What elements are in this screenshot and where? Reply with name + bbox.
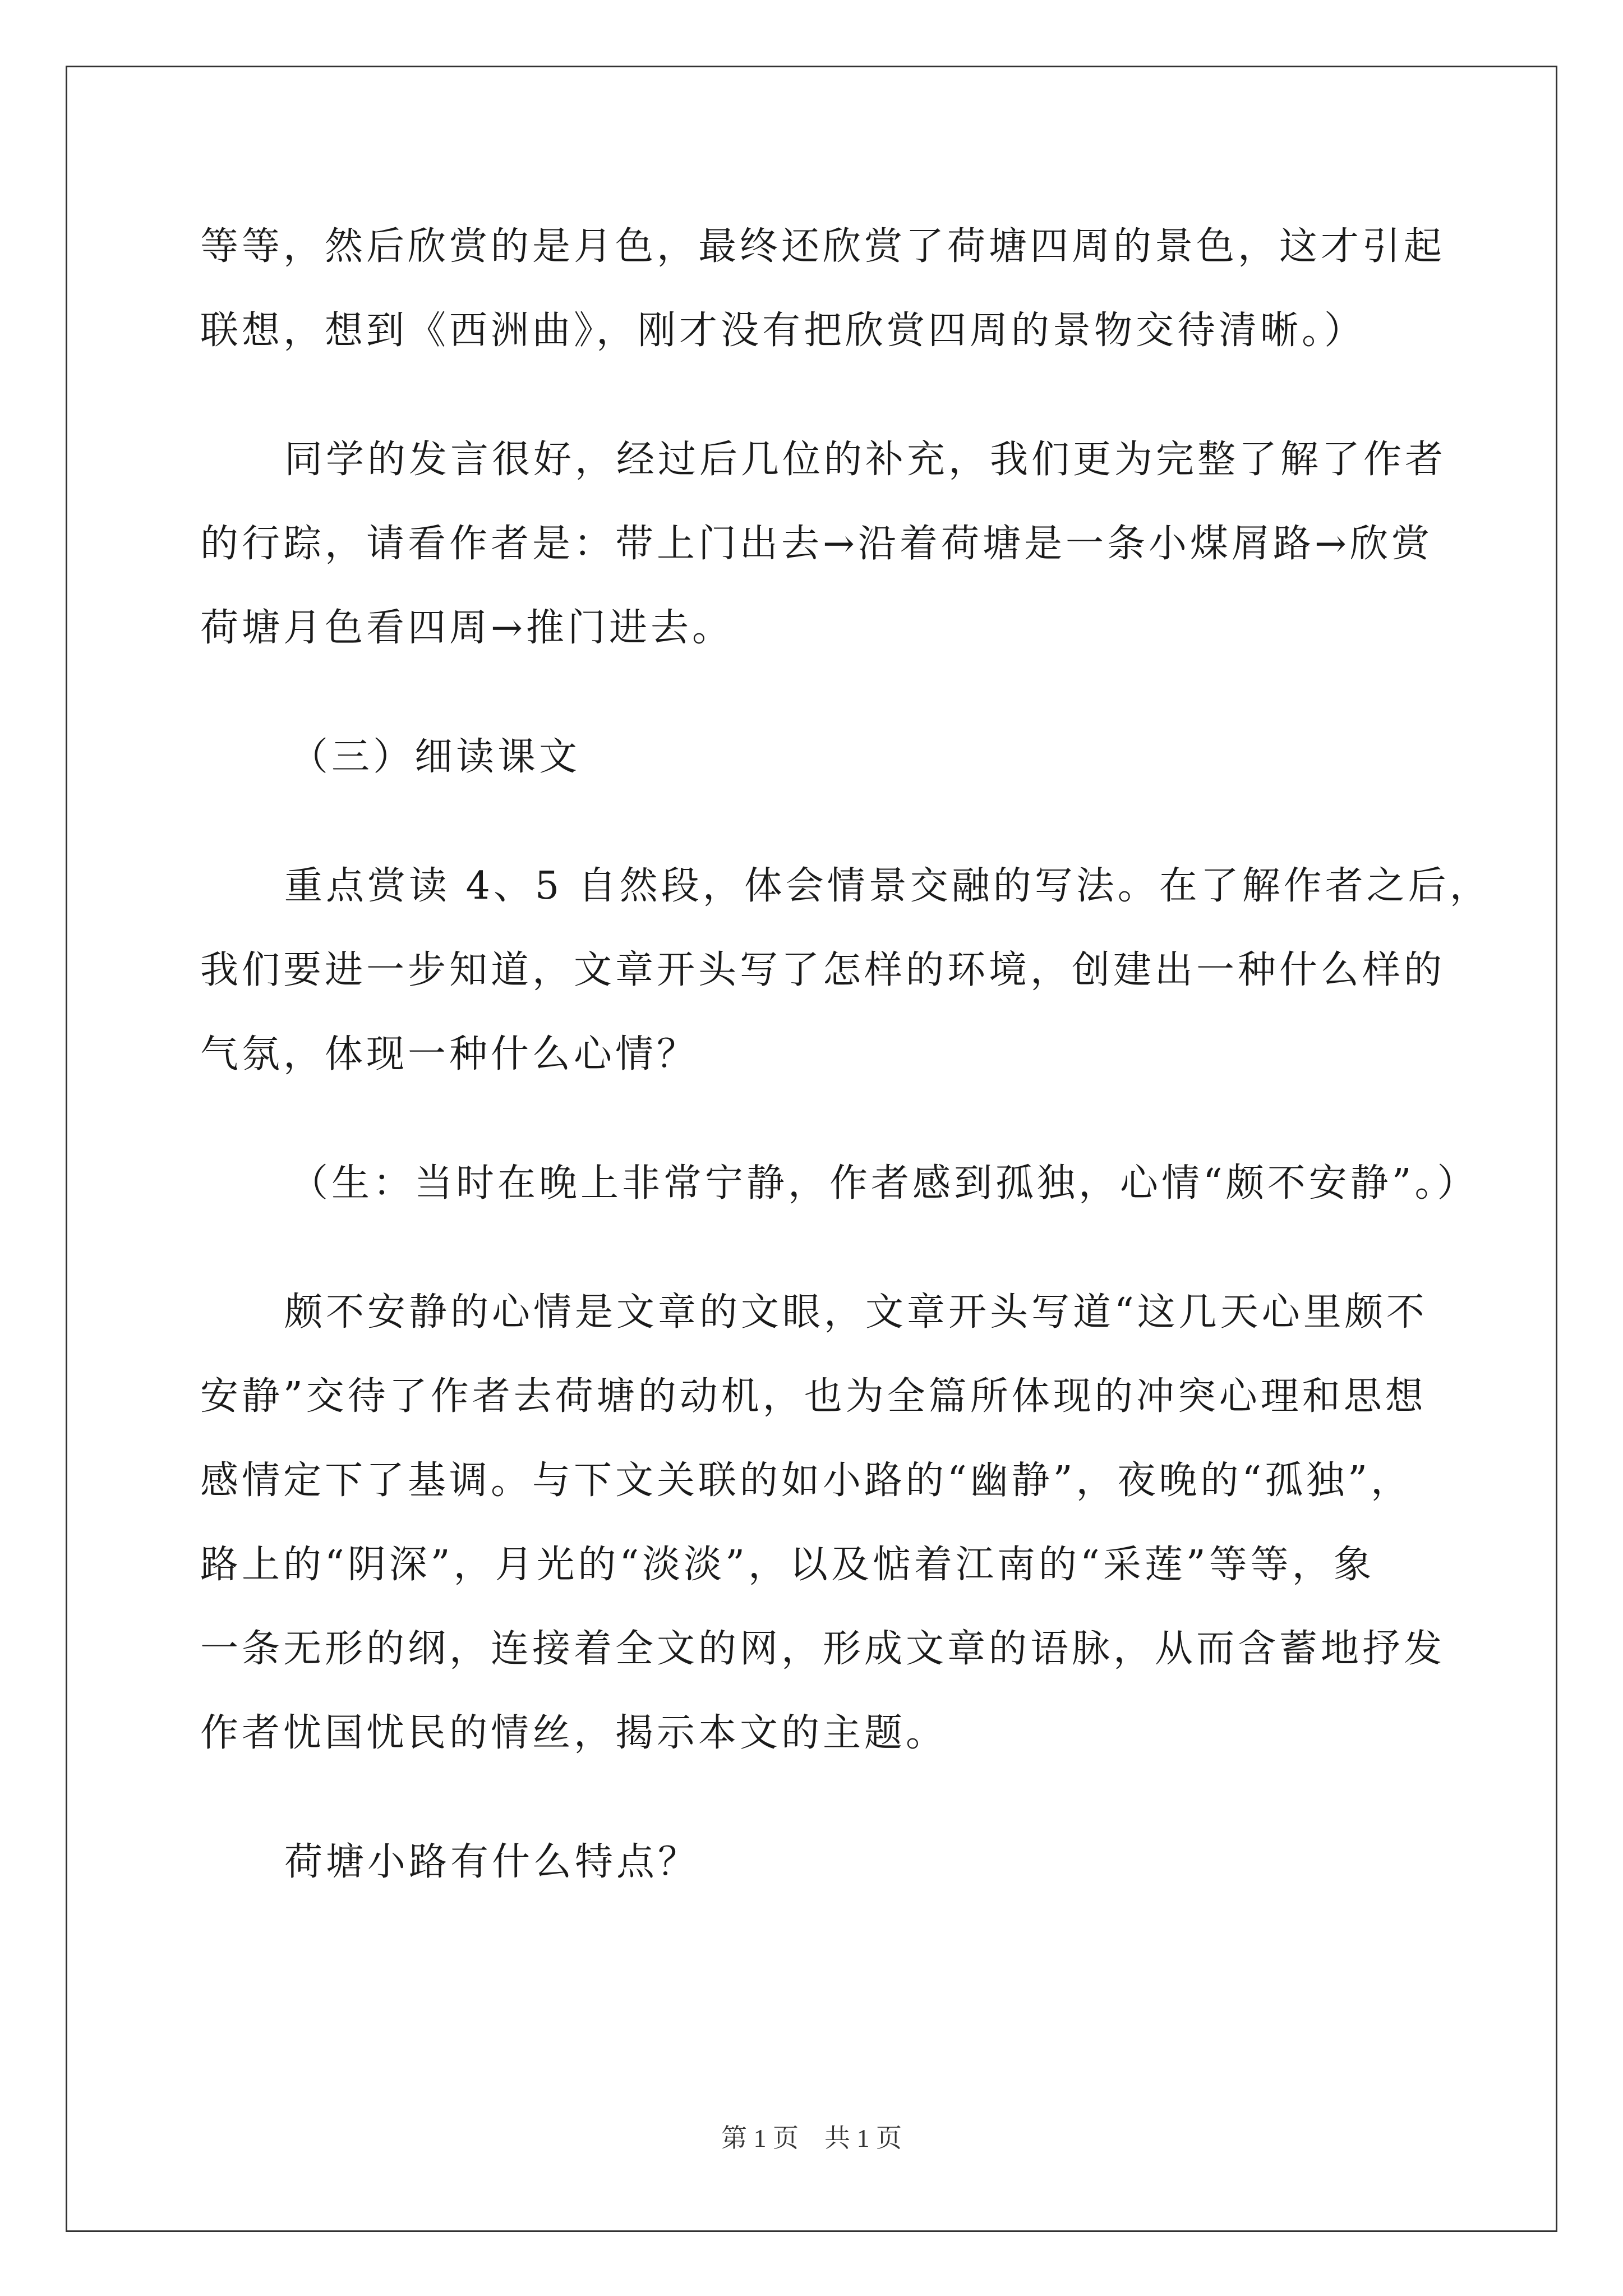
paragraph-start-line: 颇不安静的心情是文章的文眼，文章开头写道“这几天心里颇不 xyxy=(284,1290,1428,1335)
page-border xyxy=(66,66,1557,2232)
text-line: 感情定下了基调。与下文关联的如小路的“幽静”，夜晚的“孤独”， xyxy=(200,1458,1413,1503)
text-line: 作者忧国忧民的情丝，揭示本文的主题。 xyxy=(200,1711,948,1755)
text-line: 安静”交待了作者去荷塘的动机，也为全篇所体现的冲突心理和思想 xyxy=(200,1374,1427,1419)
text-line: 气氛，体现一种什么心情？ xyxy=(200,1032,699,1076)
text-line: 我们要进一步知道，文章开头写了怎样的环境，创建出一种什么样的 xyxy=(200,948,1446,992)
paragraph-start-line: 重点赏读 4、5 自然段，体会情景交融的写法。在了解作者之后， xyxy=(284,864,1491,908)
student-answer-line: （生：当时在晚上非常宁静，作者感到孤独，心情“颇不安静”。） xyxy=(290,1161,1479,1205)
text-line: 荷塘月色看四周→推门进去。 xyxy=(200,606,734,650)
paragraph-start-line: 荷塘小路有什么特点？ xyxy=(284,1840,700,1884)
text-line: 等等，然后欣赏的是月色，最终还欣赏了荷塘四周的景色，这才引起 xyxy=(200,224,1446,269)
paragraph-start-line: 同学的发言很好，经过后几位的补充，我们更为完整了解了作者 xyxy=(284,438,1447,482)
section-heading: （三）细读课文 xyxy=(290,735,581,779)
text-line: 联想，想到《西洲曲》，刚才没有把欣赏四周的景物交待清晰。） xyxy=(200,309,1366,353)
page-footer: 第 1 页 共 1 页 xyxy=(721,2124,902,2152)
text-line: 一条无形的纲，连接着全文的网，形成文章的语脉，从而含蓄地抒发 xyxy=(200,1627,1446,1671)
text-line: 路上的“阴深”，月光的“淡淡”，以及惦着江南的“采莲”等等，象 xyxy=(200,1543,1375,1587)
text-line: 的行踪，请看作者是：带上门出去→沿着荷塘是一条小煤屑路→欣赏 xyxy=(200,522,1433,566)
